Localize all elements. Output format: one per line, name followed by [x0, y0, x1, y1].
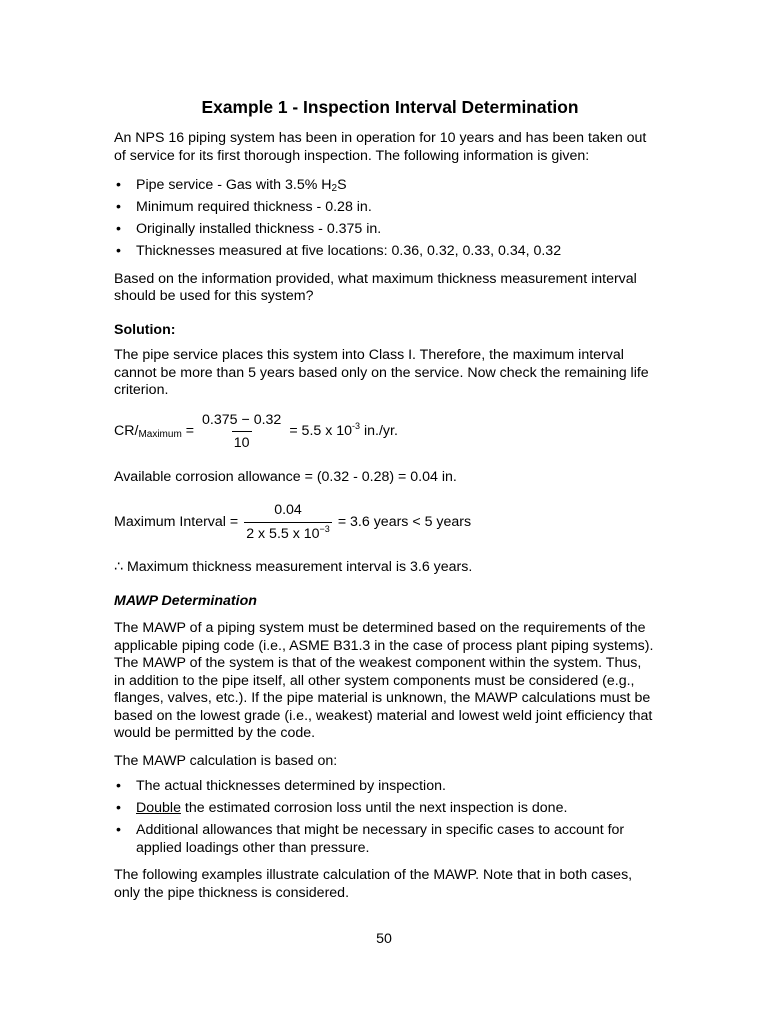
- interval-fraction: $\frac{0.04}{2 x 5.5 x 10^{-3}}$: [246, 502, 330, 542]
- list-item: • Minimum required thickness - 0.28 in.: [116, 199, 372, 215]
- list-item: • Originally installed thickness - 0.375 in.: [116, 221, 382, 237]
- list-item: • Thicknesses measured at five locations: 0.36, 0.32, 0.33, 0.34, 0.32: [116, 243, 562, 259]
- list-item: • Double the estimated corrosion loss until the next inspection is done.: [116, 800, 568, 816]
- list-item: • Pipe service - Gas with 3.5% $H_2S$: [116, 177, 347, 194]
- bullet-icon: •: [116, 778, 121, 794]
- bullet-icon: •: [116, 199, 121, 215]
- corrosion-rate-fraction: $\frac{0.375 - 0.32}{10}$: [202, 411, 282, 451]
- bullet-icon: •: [116, 243, 121, 259]
- mawp-basis-list: [114, 778, 654, 857]
- page-title: Example 1 - Inspection Interval Determination: [201, 97, 579, 117]
- mawp-basis-intro: The MAWP calculation is based on:: [114, 752, 338, 769]
- conclusion-line: ∴ Maximum thickness measurement interval is 3.6 years.: [114, 559, 473, 575]
- maximum-interval-formula: Maximum Interval = $\frac{0.04}{2 x 5.5 x 10^{-3}}$ = 3.6 years < 5 years: [114, 502, 472, 542]
- bullet-icon: •: [116, 177, 121, 193]
- bullet-icon: •: [116, 221, 121, 237]
- question-paragraph: Based on the information provided, what maximum thickness measurement interval should be used for this system?: [114, 270, 637, 304]
- list-item: • The actual thicknesses determined by inspection.: [116, 778, 446, 794]
- bullet-icon: •: [116, 800, 121, 816]
- page-number: 50: [376, 931, 392, 947]
- corrosion-rate-formula: $CR/_{Maximum}$ = $\frac{0.375 - 0.32}{10}$ = 5.5 x $10^{-3}$ in./yr.: [114, 411, 398, 451]
- corrosion-allowance-line: Available corrosion allowance = (0.32 - 0.28) = 0.04 in.: [114, 468, 457, 485]
- document-page: [114, 96, 654, 902]
- list-item: • Additional allowances that might be necessary in specific cases to account for applied loadings other than pressure.: [116, 822, 625, 856]
- bullet-icon: •: [116, 822, 121, 838]
- closing-paragraph: The following examples illustrate calculation of the MAWP. Note that in both cases, only the pipe thickness is considered.: [114, 867, 633, 901]
- given-list: [114, 177, 654, 261]
- solution-heading: Solution:: [114, 321, 176, 338]
- solution-paragraph: The pipe service places this system into Class I. Therefore, the maximum interval cannot be more than 5 years based only on the service. Now check the remaining life criterion.: [114, 347, 649, 398]
- mawp-heading: MAWP Determination: [114, 592, 257, 609]
- mawp-paragraph: The MAWP of a piping system must be determined based on the requirements of the applicable piping code (i.e., ASME B31.3 in the case of process plant piping systems). The MAWP of the system is that of the weakest component within the system. Thus, in addition to the pipe itself, all other system components must be considered (e.g., flanges, valves, etc.). If the pipe material is unknown, the MAWP calculations must be based on the lowest grade (i.e., weakest) material and lowest weld joint efficiency that would be permitted by the code.: [114, 620, 654, 741]
- intro-paragraph: An NPS 16 piping system has been in operation for 10 years and has been taken out of service for its first thorough inspection. The following information is given:: [114, 130, 647, 164]
